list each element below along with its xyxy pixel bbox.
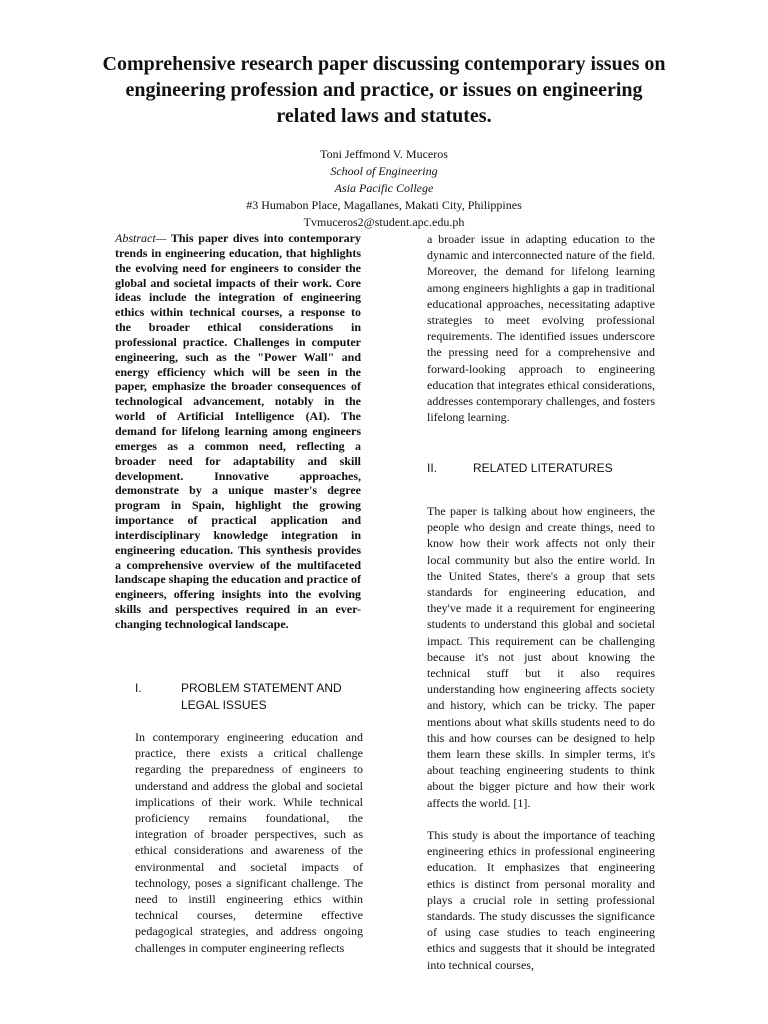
author-email: Tvmuceros2@student.apc.edu.ph xyxy=(303,215,465,229)
abstract xyxy=(115,231,361,632)
problem-paragraph: In contemporary engineering education and practice, there exists a critical challenge regarding the preparedness of engineers to understand and address the global and societal implications of their work. While technical proficiency remains foundational, the integration of broader perspectives, such as ethical considerations and awareness of the environmental and societal impacts of technology, poses a significant challenge. The need to instill engineering ethics within technical courses, determine effective pedagogical strategies, and address ongoing challenges in computer engineering reflects xyxy=(135,730,363,955)
author-address: #3 Humabon Place, Magallanes, Makati City, Philippines xyxy=(246,198,522,212)
paper-title: Comprehensive research paper discussing contemporary issues on engineering profession and practice, or issues on engineering related laws and statutes. xyxy=(102,53,666,127)
section-heading-related xyxy=(427,460,655,477)
related-paragraph-2: This study is about the importance of teaching engineering ethics in professional engineering education. It emphasizes that engineering ethics is distinct from personal morality and plays a crucial role in setting professional standards. The study discusses the significance of using case studies to teach engineering ethics and suggests that it should be integrated into technical courses, xyxy=(427,828,655,972)
related-paragraph-1: The paper is talking about how engineers, the people who design and create things, need to know how their work affects not only their local community but also the entire world. In the United States, there's a group that sets standards for engineering education, and they've made it a requirement for engineering students to understand this global and societal impact. This requirement can be challenging because it's not just about knowing the technical stuff but it also requires understanding how engineering affects society and history, which can be tricky. The paper mentions about what skills students need to do this and how courses can be designed to help them learn these skills. In simpler terms, it's about teaching engineering students to think about the bigger picture and how their work affects the world. [1]. xyxy=(427,504,655,810)
author-block xyxy=(150,146,618,231)
author-name: Toni Jeffmond V. Muceros xyxy=(320,147,448,161)
abstract-label: Abstract— xyxy=(115,231,167,245)
section-title: PROBLEM STATEMENT AND LEGAL ISSUES xyxy=(181,681,342,712)
section-title: RELATED LITERATURES xyxy=(473,461,613,475)
author-college: Asia Pacific College xyxy=(334,181,434,195)
abstract-block xyxy=(115,231,361,632)
section-number: I. xyxy=(135,681,142,695)
abstract-text: This paper dives into contemporary trends in engineering education, that highlights the evolving need for engineers to consider the global and societal impacts of their work. Core ideas include the integration of engineering ethics within technical courses, a response to the broader ethical considerations in professional practice. Challenges in computer engineering, such as the "Power Wall" and energy efficiency which will be seen in the paper, emphasize the broader consequences of technological advancement, notably in the world of Artificial Intelligence (AI). The demand for lifelong learning among engineers emerges as a common need, reflecting a broader need for adaptability and skill development. Innovative approaches, demonstrate by a unique master's degree program in Spain, highlight the growing importance of practical application and interdisciplinary knowledge integration in engineering education. This synthesis provides a comprehensive overview of the multifaceted landscape shaping the education and practice of engineers, offering insights into the evolving skills and perspectives required in an ever-changing technological landscape. xyxy=(115,231,361,631)
problem-paragraph-continued: a broader issue in adapting education to the dynamic and interconnected nature of the field. Moreover, the demand for lifelong learning among engineers highlights a gap in traditional educational approaches, necessitating adaptive strategies to meet evolving professional requirements. The identified issues underscore the pressing need for a comprehensive and forward-looking approach to engineering education that integrates ethical considerations, addresses contemporary challenges, and fosters lifelong learning. xyxy=(427,232,655,425)
author-school: School of Engineering xyxy=(330,164,438,178)
section-number: II. xyxy=(427,461,438,475)
section-heading-problem xyxy=(135,680,355,714)
